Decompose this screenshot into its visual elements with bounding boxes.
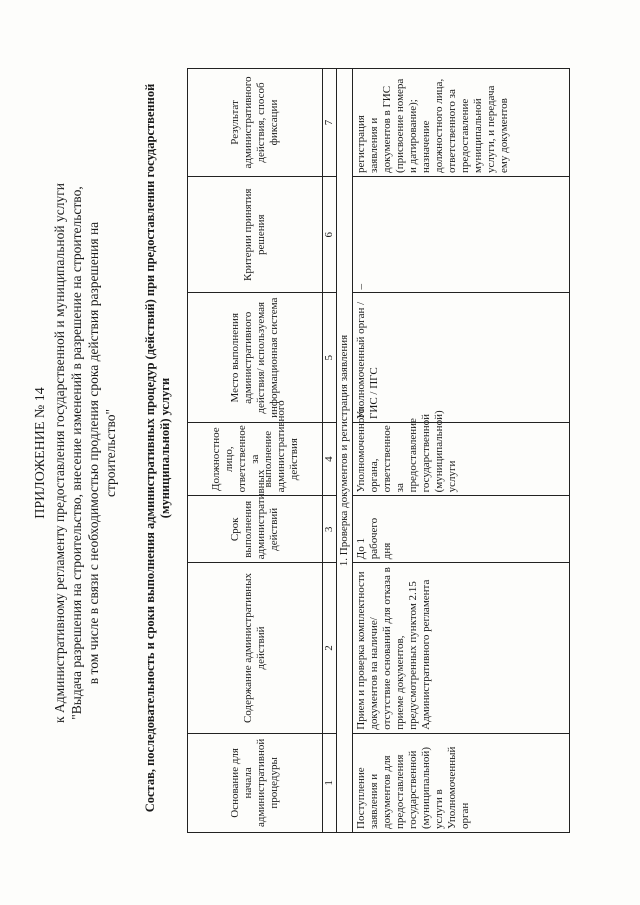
header-result: Результат административного действия, способ фиксации xyxy=(188,68,323,176)
header-criteria: Критерии принятия решения xyxy=(188,176,323,293)
header-official: Должностное лицо, ответственное за выполнение административного действия xyxy=(188,422,323,495)
document-page xyxy=(25,28,615,878)
column-number-row xyxy=(323,68,337,832)
cell-content: Прием и проверка комплектности документов на наличие/отсутствие оснований для отказа в приеме документов, предусмотренных пунктом 2.15 Административного регламента xyxy=(353,562,570,732)
stage-title: 1. Проверка документов и регистрация заявления xyxy=(337,68,353,832)
cell-place: Уполномоченный орган / ГИС / ПГС xyxy=(353,293,570,422)
cell-result: регистрация заявления и документов в ГИС (присвоение номера и датирование); назначение должностного лица, ответственного за предоставление муниципальной услуги, и передача ему документов xyxy=(353,68,570,176)
column-number: 7 xyxy=(323,68,337,176)
appendix-title: ПРИЛОЖЕНИЕ № 14 xyxy=(33,386,48,519)
cell-basis: Поступление заявления и документов для предоставления государственной (муниципальной) услуги в Уполномоченный орган xyxy=(353,733,570,832)
column-number: 4 xyxy=(323,422,337,495)
cell-official: Уполномоченного органа, ответственное за предоставление государственной (муниципальной) услуги xyxy=(353,422,570,495)
appendix-subtitle: к Административному регламенту предоставления государственной и муниципальной услуги "Выдача разрешения на строительство, внесение изменений в разрешение на строительство, в том числе в связи с необходимостью продления срока действия разрешения на строительство" xyxy=(52,182,118,723)
header-basis: Основание для начала административной процедуры xyxy=(188,733,323,832)
column-number: 5 xyxy=(323,293,337,422)
header-term: Срок выполнения административных действий xyxy=(188,495,323,562)
column-number: 1 xyxy=(323,733,337,832)
cell-criteria: – xyxy=(353,176,570,293)
header-place: Место выполнения административного действия/ используемая информационная система xyxy=(188,293,323,422)
table-header-row xyxy=(188,68,323,832)
header-content: Содержание административных действий xyxy=(188,562,323,732)
column-number: 3 xyxy=(323,495,337,562)
table-row xyxy=(353,68,570,832)
stage-row xyxy=(337,68,353,832)
column-number: 6 xyxy=(323,176,337,293)
column-number: 2 xyxy=(323,562,337,732)
cell-term: До 1 рабочего дня xyxy=(353,495,570,562)
procedures-table xyxy=(187,68,570,833)
section-title: Состав, последовательность и сроки выполнения административных процедур (действий) при предоставлении государственной (муниципальной) услуги xyxy=(143,83,172,812)
